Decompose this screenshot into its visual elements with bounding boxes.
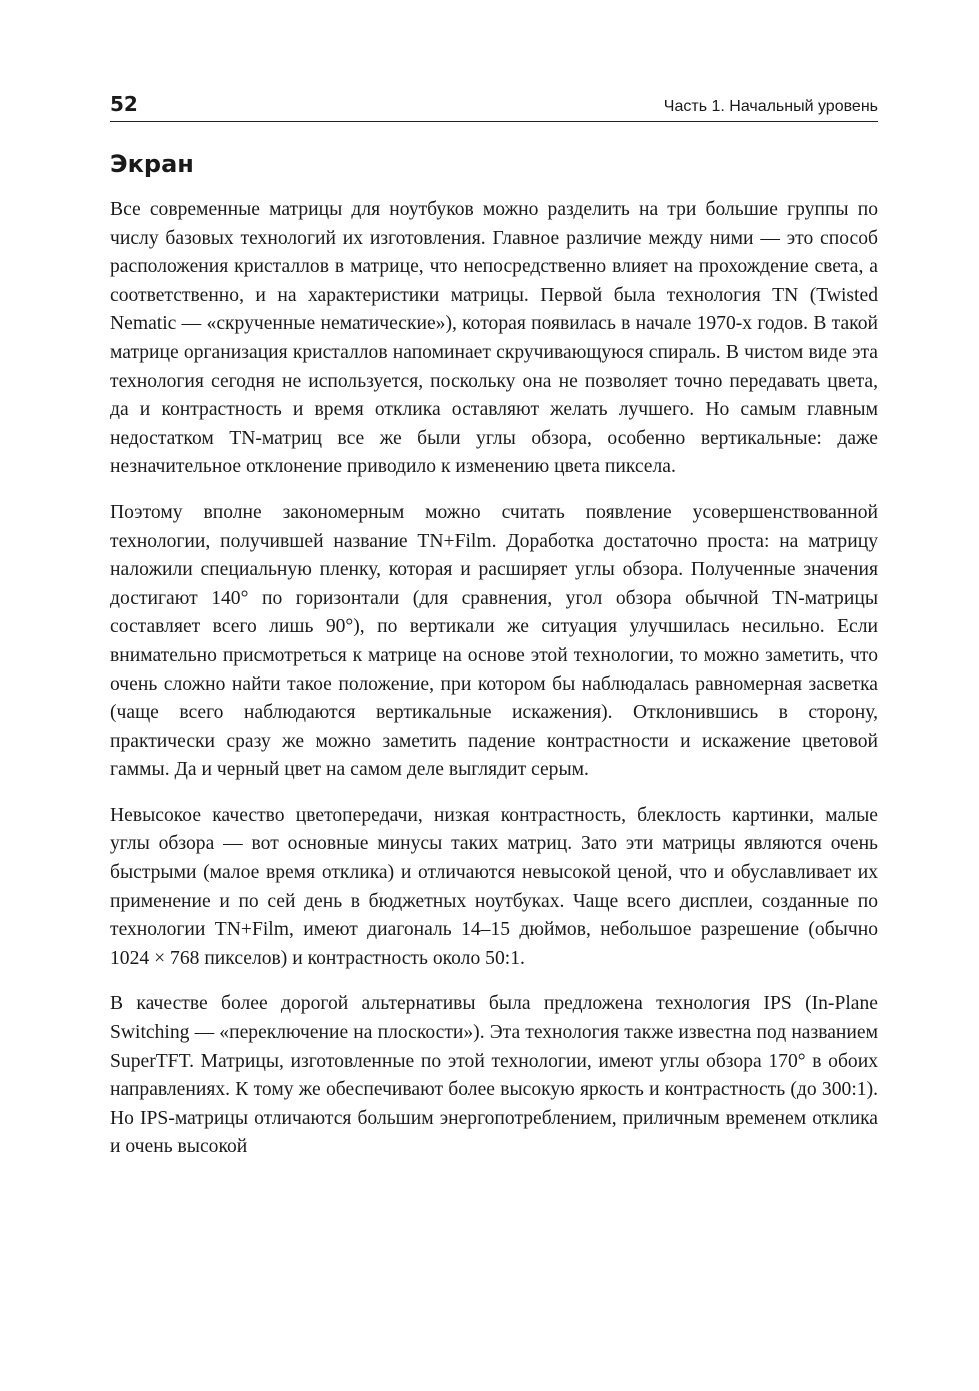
running-head [110,92,878,122]
part-title: Часть 1. Начальный уровень [663,98,878,115]
paragraph: В качестве более дорогой альтернативы была предложена технология IPS (In-Plane Switching — «переключение на плоскости»). Эта технология также известна под названием SuperTFT. Матрицы, изготовленные по этой технологии, имеют углы обзора 170° в обоих направлениях. К тому же обеспечивают более высокую яркость и контрастность (до 300:1). Но IPS-матрицы отличаются большим энергопотреблением, приличным временем отклика и очень высокой [110,993,878,1158]
paragraph: Все современные матрицы для ноутбуков можно разделить на три большие группы по числу базовых технологий их изготовления. Главное различие между ними — это способ расположения кристаллов в матрице, что непосредственно влияет на прохождение света, а соответственно, и на характеристики матрицы. Первой была технология TN (Twisted Nematic — «скрученные нематические»), которая появилась в начале 1970-х годов. В такой матрице организация кристаллов напоминает скручивающуюся спираль. В чистом виде эта технология сегодня не используется, поскольку она не позволяет точно передавать цвета, да и контрастность и время отклика оставляют желать лучшего. Но самым главным недостатком TN-матриц все же были углы обзора, особенно вертикальные: даже незначительное отклонение приводило к изменению цвета пиксела. [110,199,878,478]
section-title: Экран [110,150,194,178]
page-number: 52 [110,92,138,116]
book-page [110,92,878,1179]
paragraph: Поэтому вполне закономерным можно считать появление усовершенствованной технологии, получившей название TN+Film. Доработка достаточно проста: на матрицу наложили специальную пленку, которая и расширяет углы обзора. Полученные значения достигают 140° по горизонтали (для сравнения, угол обзора обычной TN-матрицы составляет всего лишь 90°), по вертикали же ситуация улучшилась несильно. Если внимательно присмотреться к матрице на основе этой технологии, то можно заметить, что очень сложно найти такое положение, при котором бы наблюдалась равномерная засветка (чаще всего наблюдаются вертикальные искажения). Отклонившись в сторону, практически сразу же можно заметить падение контрастности и искажение цветовой гаммы. Да и черный цвет на самом деле выглядит серым. [110,501,878,781]
paragraph: Невысокое качество цветопередачи, низкая контрастность, блеклость картинки, малые углы обзора — вот основные минусы таких матриц. Зато эти матрицы являются очень быстрыми (малое время отклика) и отличаются невысокой ценой, что и обуславливает их применение и по сей день в бюджетных ноутбуках. Чаще всего дисплеи, созданные по технологии TN+Film, имеют диагональ 14–15 дюймов, небольшое разрешение (обычно 1024 × 768 пикселов) и контрастность около 50:1. [110,804,878,969]
